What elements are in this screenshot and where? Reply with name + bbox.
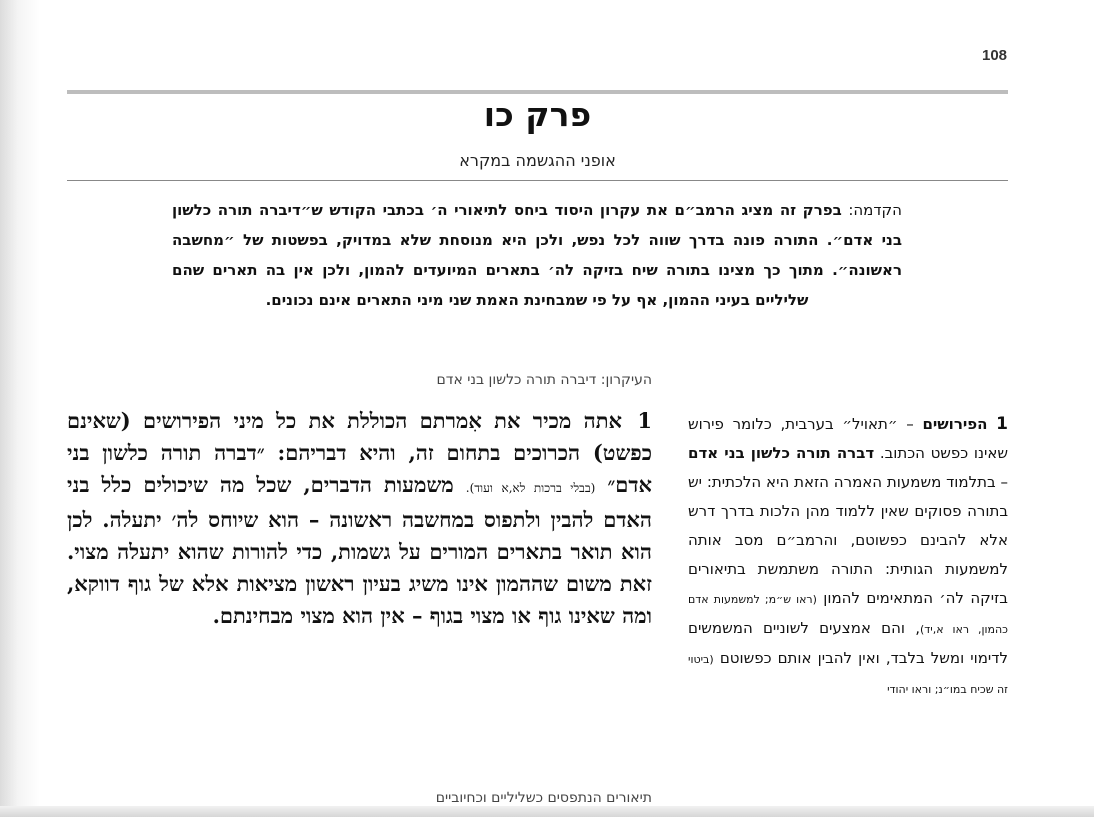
main-text-part2: משמעות הדברים, שכל מה שיכולים כלל בני האדם להבין ולתפוס במחשבה ראשונה – הוא שיוחס לה׳ יתעלה. לכן הוא תואר בתארים המורים על גשמות, כדי להורות שהוא יתעלה מצוי. זאת משום שההמון אינו משיג בעיון ראשון מציאות אלא של גוף דווקא, ומה שאינו גוף או מצוי בגוף – אין הוא מצוי מבחינתם.	[67, 472, 652, 628]
intro-label: הקדמה:	[848, 201, 902, 219]
main-text-part1: אתה מכיר את אִמרתם הכוללת את כל מיני הפירושים (שאינם כפשט) הכרוכים בתחום זה, והיא דבריהם: ״דברה תורה כלשון בני אדם״	[67, 408, 652, 497]
intro-text: בפרק זה מציג הרמב״ם את עקרון היסוד ביחס לתיאורי ה׳ בכתבי הקודש ש״דיברה תורה כלשון בני אדם״. התורה פונה בדרך שווה לכל נפש, ולכן היא מנוסחת שלא במדויק, בפשטות של ״מחשבה ראשונה״. מתוך כך מצינו בתורה שיח בזיקה לה׳ בתארים המיועדים להמון, ולכן אין בה תארים שהם שליליים בעיני ההמון, אף על פי שמבחינת האמת שני מיני התארים אינם נכונים.	[172, 201, 902, 309]
main-text-column	[67, 405, 652, 632]
note-reference-1: (ראו ש״מ; למשמעות אדם כהמון, ראו א,יד)	[688, 593, 1008, 636]
note-text-2: – בתלמוד משמעות האמרה הזאת היא הלכתית: יש בתורה פסוקים שאין ללמוד מהן הלכות בדרך דרש אלא להבינם כפשוטם, והרמב״ם מסב אותה למשמעות הגותית: התורה משתמשת בתיאורים בזיקה לה׳ המתאימים להמון	[688, 473, 1008, 607]
note-term-2: דברה תורה כלשון בני אדם	[688, 444, 875, 462]
page-number: 108	[982, 47, 1008, 64]
note-text-1: – ״תאויל״ בערבית, כלומר פירוש שאינו כפשט הכתוב.	[688, 415, 1008, 462]
top-rule	[67, 90, 1008, 94]
commentary-notes-column	[688, 410, 1008, 817]
chapter-subtitle: אופני ההגשמה במקרא	[459, 151, 616, 170]
subtitle-rule	[67, 180, 1008, 181]
section-heading: תיאורים הנתפסים כשליליים וכחיוביים	[435, 790, 652, 806]
main-citation: (בבלי ברכות לא,א ועוד).	[465, 481, 596, 495]
note-number: 1	[996, 414, 1008, 434]
note-text-3: , והם אמצעים לשוניים המשמשים לדימוי ומשל בלבד, ואין להבין אותם כפשוטם	[688, 619, 1008, 667]
note-reference-2: (ביטוי זה שכיח במו״נ; וראו יהודי	[688, 653, 1008, 696]
principle-heading: העיקרון: דיברה תורה כלשון בני אדם	[436, 372, 652, 388]
chapter-title: פרק כו	[483, 95, 592, 134]
chapter-introduction	[172, 195, 902, 315]
paragraph-number: 1	[637, 408, 652, 433]
viewer-bottom-edge	[0, 806, 1094, 817]
note-term-1: הפירושים	[922, 415, 988, 433]
